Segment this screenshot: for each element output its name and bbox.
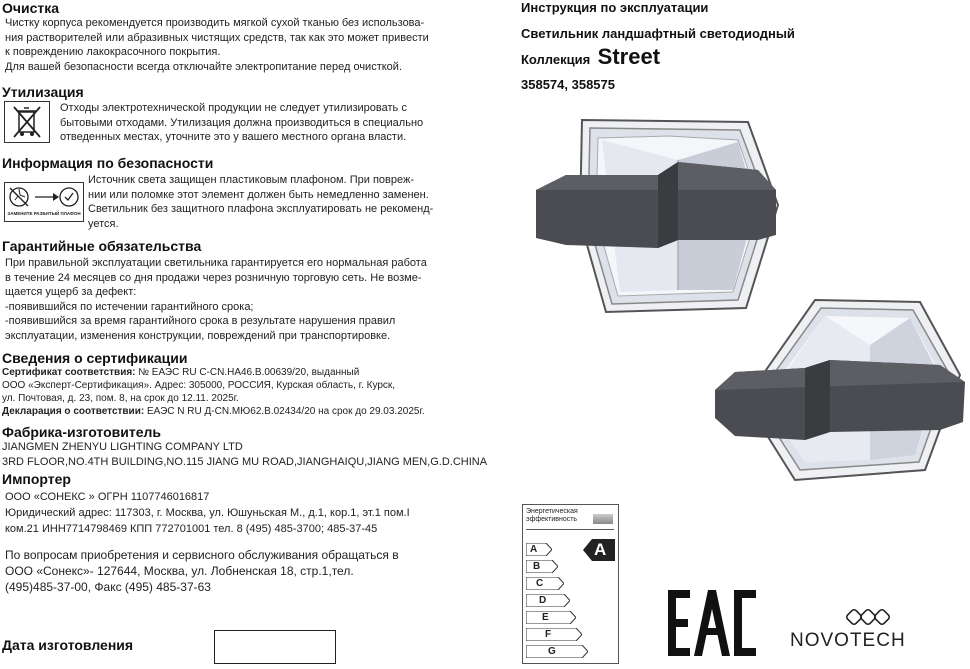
product-type: Светильник ландшафтный светодиодный	[521, 26, 795, 41]
safety-heading: Информация по безопасности	[2, 155, 214, 171]
warranty-line: щается ущерб за дефект:	[5, 286, 137, 298]
warranty-line: -появившийся за время гарантийного срока в результате нарушения правил	[5, 315, 396, 327]
energy-class-c	[526, 577, 564, 590]
certification-text	[2, 366, 425, 418]
brand-name: NOVOTECH	[790, 630, 906, 651]
service-line: ООО «Сонекс»- 127644, Москва, ул. Лобненская 18, стр.1,тел.	[5, 564, 354, 578]
energy-class-d	[526, 594, 570, 607]
service-line: (495)485-37-00, Факс (495) 485-37-63	[5, 580, 211, 594]
energy-class-letter: E	[542, 612, 549, 623]
energy-class-b	[526, 560, 558, 573]
article-numbers: 358574, 358575	[521, 77, 615, 92]
energy-divider	[526, 529, 614, 530]
manufacture-date-label: Дата изготовления	[2, 637, 134, 653]
safety-line: Светильник без защитного плафона эксплуатировать не рекоменд-	[88, 203, 434, 215]
energy-class-letter: A	[530, 544, 538, 555]
warranty-text	[5, 256, 427, 343]
energy-class-f	[526, 628, 582, 641]
certificate-line: ООО «Эксперт-Сертификация». Адрес: 305000, РОССИЯ, Курская область, г. Курск,	[2, 380, 396, 391]
energy-rating-value: A	[594, 540, 607, 559]
cleaning-heading: Очистка	[2, 0, 60, 16]
disposal-line: отведенных местах, уточните это у вашего местного органа власти.	[60, 131, 407, 143]
manufacture-date-box	[214, 630, 336, 664]
warranty-line: При правильной эксплуатации светильника гарантируется его нормальная работа	[5, 257, 427, 269]
energy-label-line: Энергетическая	[526, 508, 578, 515]
product-image-2	[705, 290, 970, 500]
warranty-line: в течение 24 месяцев со дня продажи через розничную торговую сеть. Не возме-	[5, 271, 422, 284]
certification-heading: Сведения о сертификации	[2, 350, 188, 366]
energy-class-letter: D	[539, 595, 547, 606]
eac-mark	[668, 590, 758, 656]
novotech-logo	[790, 608, 965, 658]
disposal-text	[60, 101, 423, 145]
warranty-line: -появившийся по истечении гарантийного срока;	[5, 300, 254, 313]
cleaning-line: Для вашей безопасности всегда отключайте электропитание перед очисткой.	[5, 60, 402, 73]
energy-class-letter: F	[545, 629, 552, 640]
disposal-line: Отходы электротехнической продукции не следует утилизировать с	[60, 102, 407, 114]
importer-line: Юридический адрес: 117303, г. Москва, ул. Юшуньская М., д.1, кор.1, эт.1 пом.I	[5, 507, 410, 519]
importer-line: ООО «СОНЕКС » ОГРН 1107746016817	[5, 491, 210, 503]
safety-line: уется.	[88, 217, 119, 230]
cleaning-line: ния растворителей или абразивных чистящих средств, так как это может привести	[5, 31, 429, 44]
disposal-line: бытовыми отходами. Утилизация должна производиться в специально	[60, 116, 424, 129]
disposal-heading: Утилизация	[2, 84, 84, 100]
collection-label: Коллекция	[521, 52, 591, 67]
cleaning-line: к повреждению лакокрасочного покрытия.	[5, 46, 221, 58]
certificate-value: № ЕАЭС RU С-CN.НА46.В.00639/20, выданный	[135, 367, 360, 378]
crossed-bin-icon	[4, 101, 50, 143]
energy-class-a	[526, 543, 552, 556]
declaration-line	[2, 405, 425, 418]
energy-label-title	[526, 508, 578, 524]
energy-class-letter: G	[548, 646, 556, 657]
collection-name: Street	[597, 44, 661, 69]
energy-class-scale	[526, 543, 586, 661]
safety-text	[88, 173, 433, 231]
energy-label	[522, 504, 619, 664]
service-line: По вопросам приобретения и сервисного обслуживания обращаться в	[5, 548, 399, 562]
cleaning-text	[5, 16, 429, 74]
replace-broken-shade-icon	[4, 182, 84, 222]
energy-class-letter: C	[536, 578, 544, 589]
energy-class-g	[526, 645, 588, 658]
energy-class-letter: B	[533, 561, 541, 572]
collection-line	[521, 44, 660, 70]
factory-text	[2, 440, 487, 469]
cleaning-line: Чистку корпуса рекомендуется производить мягкой сухой тканью без использова-	[5, 17, 425, 29]
declaration-label: Декларация о соответствии:	[2, 406, 145, 417]
safety-line: Источник света защищен пластиковым плафоном. При повреж-	[88, 174, 415, 186]
importer-line: ком.21 ИНН7714798469 КПП 772701001 тел. 8 (495) 485-3700; 485-37-45	[5, 523, 378, 535]
certificate-line	[2, 366, 425, 379]
energy-rating-arrow	[583, 539, 615, 561]
service-text	[5, 547, 399, 595]
factory-line: 3RD FLOOR,NO.4TH BUILDING,NO.115 JIANG MU ROAD,JIANGHAIQU,JIANG MEN,G.D.CHINA	[2, 455, 488, 468]
warranty-heading: Гарантийные обязательства	[2, 238, 202, 254]
warranty-line: эксплуатации, изменения конструкции, повреждений при транспортировке.	[5, 329, 391, 342]
declaration-value: ЕАЭС N RU Д-CN.МЮ62.В.02434/20 на срок до 29.03.2025г.	[144, 406, 425, 417]
safety-line: нии или поломке этот элемент должен быть немедленно заменен.	[88, 188, 429, 201]
certificate-label: Сертификат соответствия:	[2, 367, 136, 378]
energy-class-e	[526, 611, 576, 624]
energy-label-line: эффективность	[526, 516, 578, 523]
importer-text	[5, 489, 410, 537]
bulb-icon	[593, 514, 613, 524]
document-title: Инструкция по эксплуатации	[521, 0, 709, 15]
factory-heading: Фабрика-изготовитель	[2, 424, 161, 440]
importer-heading: Импортер	[2, 471, 71, 487]
safety-icon-caption: ЗАМЕНИТЕ РАЗБИТЫЙ ПЛАФОН	[7, 211, 81, 216]
certificate-line: ул. Почтовая, д. 23, пом. 8, на срок до 12.11. 2025г.	[2, 393, 239, 404]
factory-line: JIANGMEN ZHENYU LIGHTING COMPANY LTD	[2, 441, 243, 453]
